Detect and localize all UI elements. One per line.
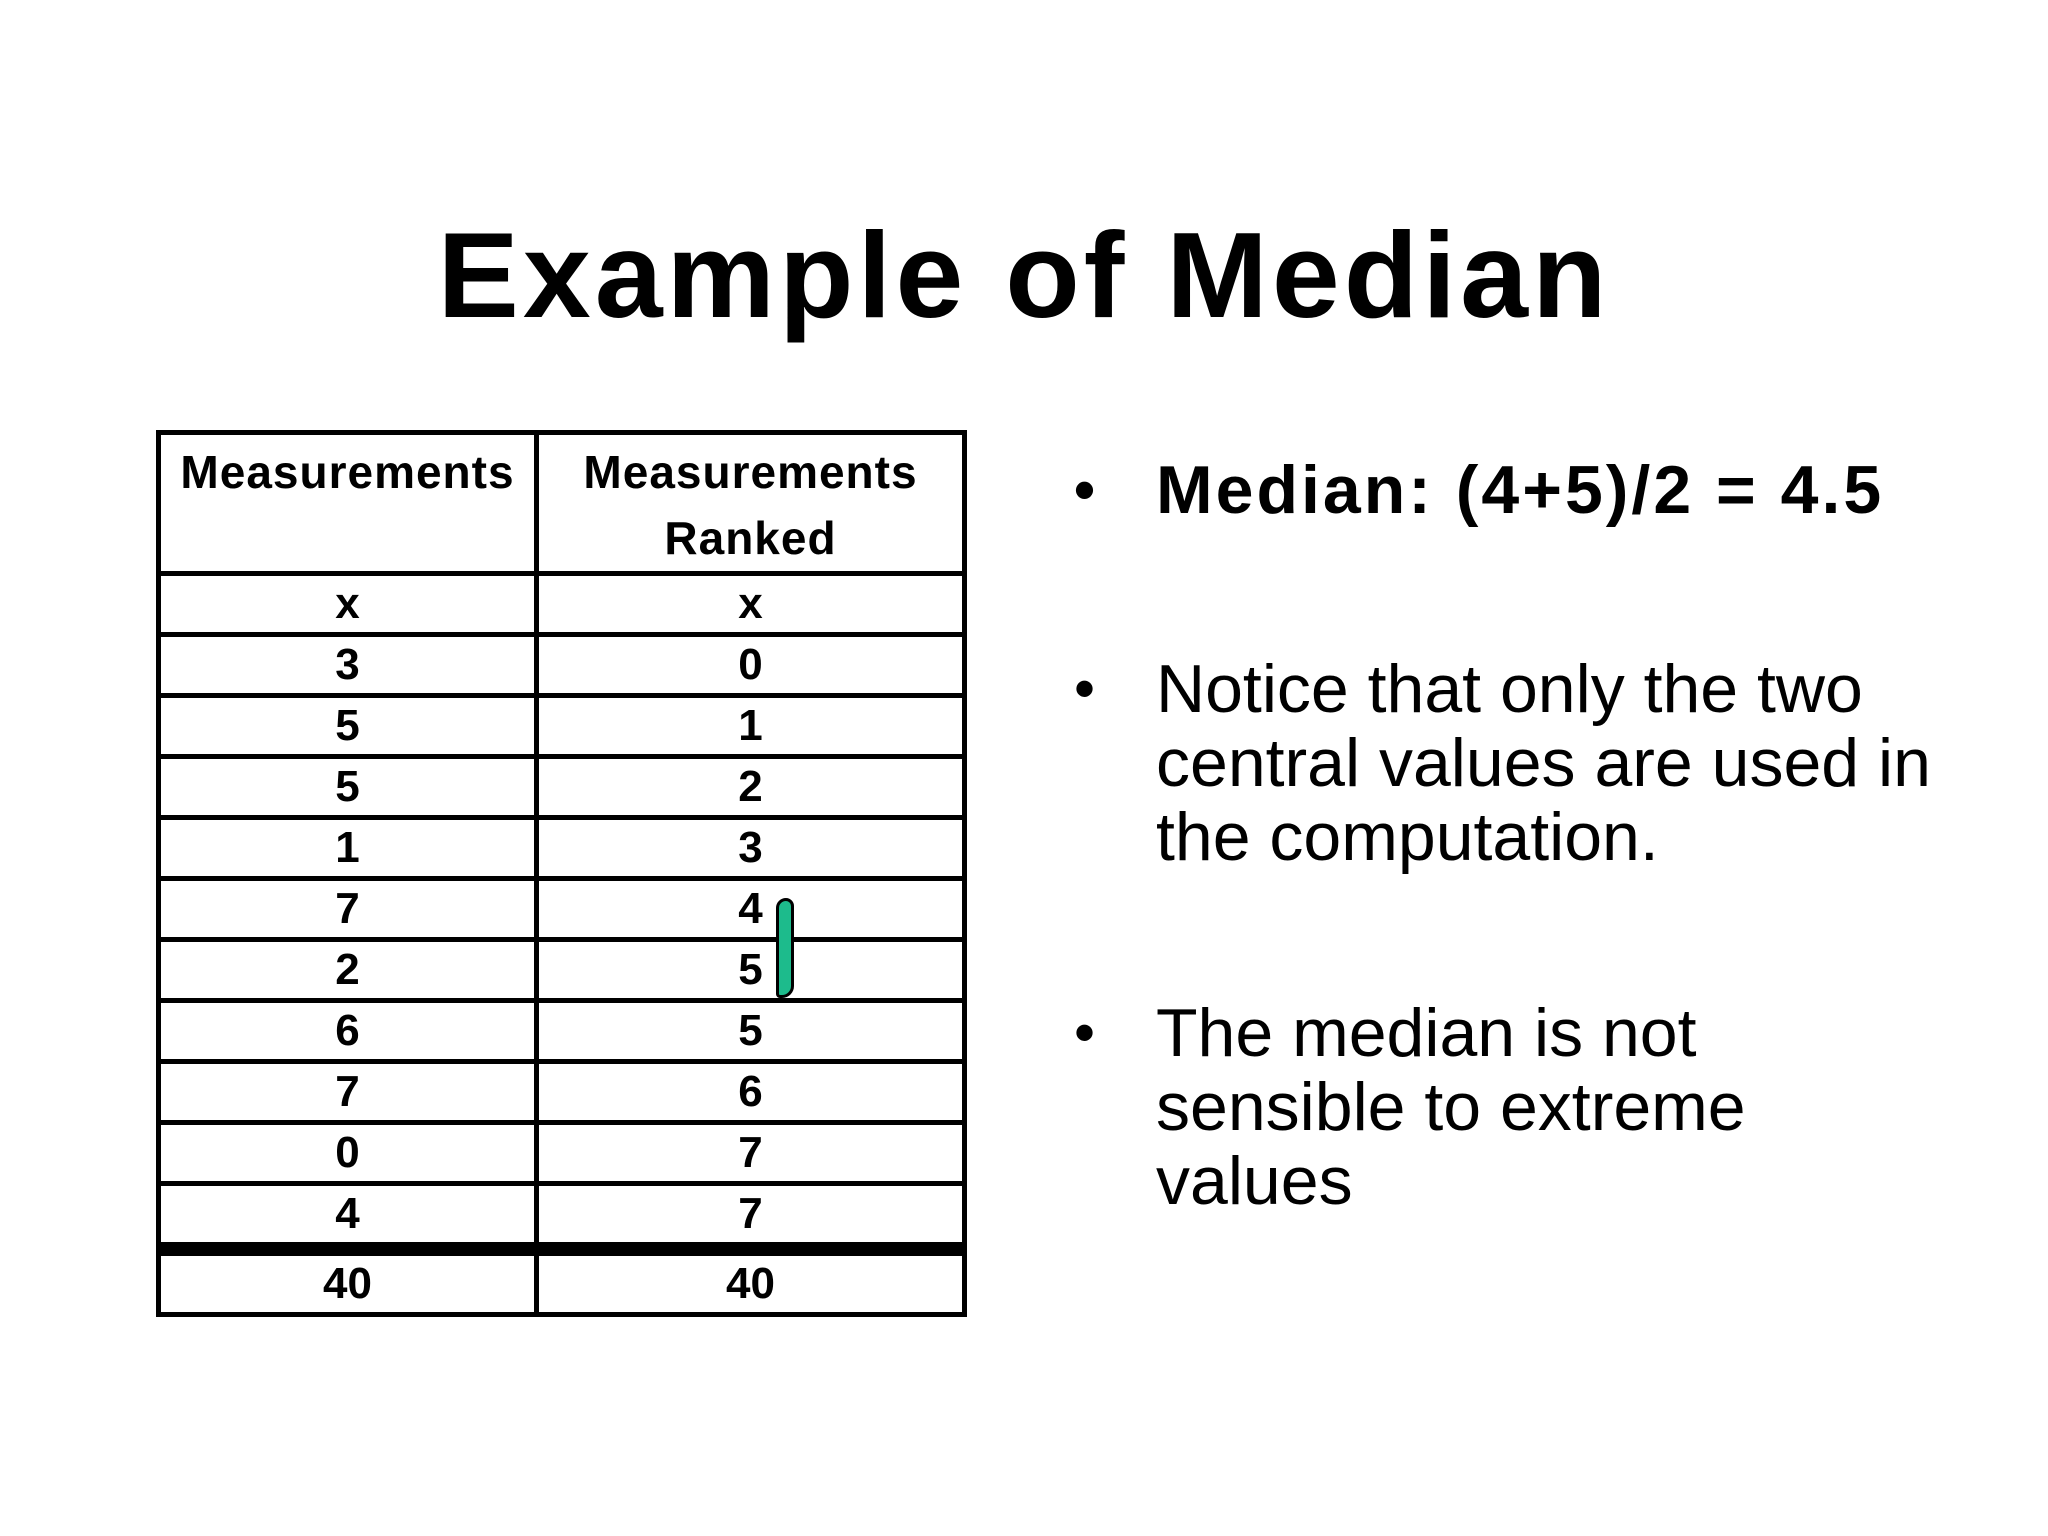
table-total-row xyxy=(159,1249,965,1315)
table-row xyxy=(159,1184,965,1250)
bullet-extreme-values xyxy=(1060,996,1960,1218)
measurement-cell: 1 xyxy=(159,818,537,879)
measurements-table xyxy=(156,430,967,1317)
table-row xyxy=(159,635,965,696)
ranked-cell: 5 xyxy=(537,940,965,1001)
bullet-list xyxy=(1060,452,1960,1218)
bullet-text: Notice that only the two central values are used in the computation. xyxy=(1156,651,1931,875)
total-ranked: 40 xyxy=(537,1249,965,1315)
measurement-cell: 0 xyxy=(159,1123,537,1184)
table-row xyxy=(159,1062,965,1123)
measurement-cell: 2 xyxy=(159,940,537,1001)
table-row xyxy=(159,940,965,1001)
subheader-x-ranked: x xyxy=(537,574,965,635)
ranked-cell: 7 xyxy=(537,1184,965,1250)
measurement-cell: 6 xyxy=(159,1001,537,1062)
ranked-cell: 7 xyxy=(537,1123,965,1184)
bullet-text: Median: (4+5)/2 = 4.5 xyxy=(1156,452,1885,528)
table-row xyxy=(159,1123,965,1184)
bullet-dot: • xyxy=(1074,456,1099,523)
subheader-x: x xyxy=(159,574,537,635)
bullet-text: The median is not sensible to extreme values xyxy=(1156,995,1746,1219)
total-measurements: 40 xyxy=(159,1249,537,1315)
header-measurements: Measurements xyxy=(159,433,537,574)
ranked-cell: 3 xyxy=(537,818,965,879)
table-header-row xyxy=(159,433,965,574)
ranked-cell: 5 xyxy=(537,1001,965,1062)
measurement-cell: 7 xyxy=(159,879,537,940)
table-subheader-row xyxy=(159,574,965,635)
measurement-cell: 5 xyxy=(159,757,537,818)
bullet-dot: • xyxy=(1074,999,1096,1066)
measurement-cell: 5 xyxy=(159,696,537,757)
table-row xyxy=(159,696,965,757)
table-row xyxy=(159,818,965,879)
ranked-cell: 4 xyxy=(537,879,965,940)
ranked-cell: 2 xyxy=(537,757,965,818)
bullet-dot: • xyxy=(1074,655,1096,722)
ranked-cell: 1 xyxy=(537,696,965,757)
slide-title: Example of Median xyxy=(437,207,1611,343)
measurement-cell: 7 xyxy=(159,1062,537,1123)
table-row xyxy=(159,879,965,940)
ranked-cell: 0 xyxy=(537,635,965,696)
table-row xyxy=(159,1001,965,1062)
measurement-cell: 4 xyxy=(159,1184,537,1250)
bullet-median xyxy=(1060,452,1960,528)
bullet-central-values xyxy=(1060,652,1960,874)
measurement-cell: 3 xyxy=(159,635,537,696)
table-row xyxy=(159,757,965,818)
header-measurements-ranked: Measurements Ranked xyxy=(537,433,965,574)
central-values-bracket xyxy=(776,898,794,998)
ranked-cell: 6 xyxy=(537,1062,965,1123)
